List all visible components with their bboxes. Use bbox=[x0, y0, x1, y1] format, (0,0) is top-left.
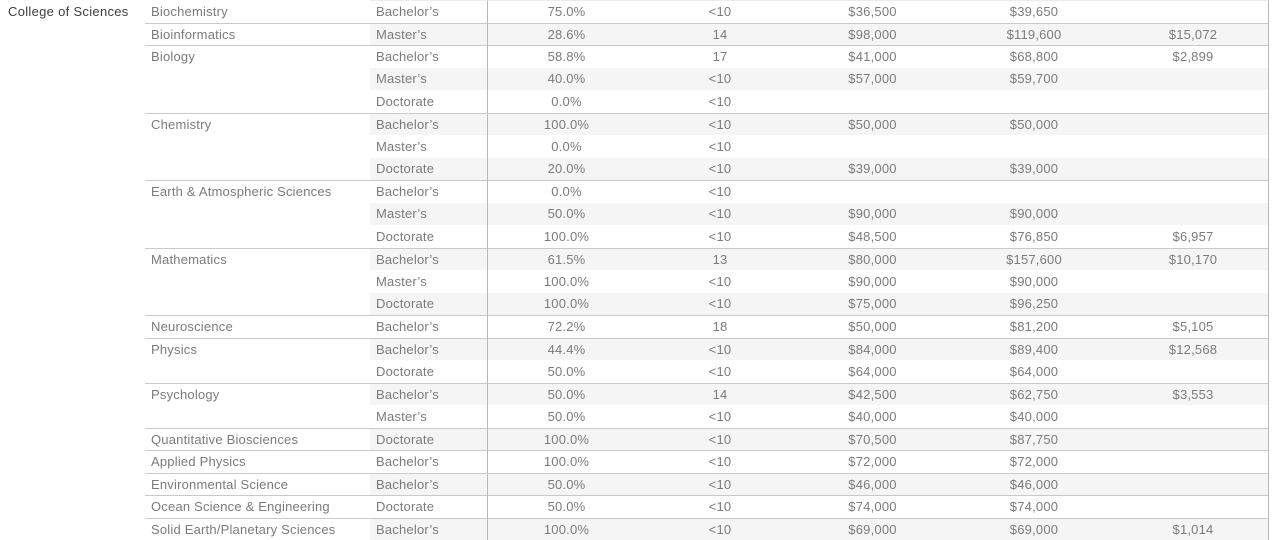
percent-cell[interactable]: 44.4% bbox=[488, 338, 645, 361]
percent-cell[interactable]: 50.0% bbox=[488, 473, 645, 496]
amount-b-cell[interactable]: $87,750 bbox=[950, 428, 1118, 451]
degree-cell[interactable]: Bachelor’s bbox=[370, 315, 488, 338]
degree-cell[interactable]: Doctorate bbox=[370, 360, 488, 383]
amount-b-cell[interactable]: $62,750 bbox=[950, 383, 1118, 406]
college-cell bbox=[0, 68, 145, 91]
amount-b-cell[interactable]: $40,000 bbox=[1009, 408, 1059, 424]
degree-cell[interactable]: Master’s bbox=[370, 203, 488, 226]
count-cell[interactable]: <10 bbox=[645, 428, 795, 451]
degree-cell[interactable]: Bachelor’s bbox=[370, 518, 488, 540]
table-row bbox=[0, 315, 1269, 338]
table-row bbox=[0, 338, 1269, 361]
amount-a-cell[interactable]: $48,500 bbox=[848, 228, 897, 244]
college-cell bbox=[0, 113, 145, 136]
degree-cell[interactable]: Doctorate bbox=[370, 293, 488, 316]
department-cell[interactable]: Chemistry bbox=[145, 113, 370, 136]
degree-cell[interactable]: Bachelor’s bbox=[370, 0, 488, 23]
amount-c-cell bbox=[1118, 428, 1269, 451]
percent-cell[interactable]: 100.0% bbox=[488, 113, 645, 136]
count-cell[interactable]: <10 bbox=[645, 158, 795, 181]
amount-a-cell[interactable]: $69,000 bbox=[795, 518, 950, 540]
college-cell bbox=[0, 45, 145, 68]
percent-cell[interactable]: 28.6% bbox=[488, 23, 645, 46]
percent-cell[interactable]: 50.0% bbox=[488, 495, 645, 518]
amount-c-cell[interactable]: $10,170 bbox=[1118, 248, 1269, 271]
table-row bbox=[0, 360, 1269, 383]
department-cell[interactable]: Mathematics bbox=[145, 248, 370, 271]
department-cell[interactable]: Biology bbox=[145, 45, 370, 68]
table-row bbox=[0, 203, 1269, 226]
table-row bbox=[0, 450, 1269, 473]
amount-b-cell[interactable]: $72,000 bbox=[950, 450, 1118, 473]
amount-a-cell[interactable]: $74,000 bbox=[795, 495, 950, 518]
amount-c-cell bbox=[1118, 405, 1269, 428]
count-cell[interactable]: 18 bbox=[645, 315, 795, 338]
amount-c-cell bbox=[1118, 270, 1269, 293]
amount-b-cell[interactable]: $90,000 bbox=[950, 203, 1118, 226]
percent-cell[interactable]: 40.0% bbox=[488, 68, 645, 91]
amount-b-cell[interactable]: $119,600 bbox=[950, 23, 1118, 46]
college-cell bbox=[0, 495, 145, 518]
degree-cell[interactable]: Master’s bbox=[370, 23, 488, 46]
percent-cell[interactable]: 100.0% bbox=[488, 293, 645, 316]
table-row bbox=[0, 405, 1269, 428]
college-label[interactable]: College of Sciences bbox=[8, 3, 129, 19]
department-cell bbox=[145, 405, 370, 428]
percent-cell[interactable]: 50.0% bbox=[547, 363, 586, 379]
amount-b-cell[interactable]: $157,600 bbox=[950, 248, 1118, 271]
amount-c-cell bbox=[1118, 473, 1269, 496]
amount-a-cell[interactable]: $50,000 bbox=[795, 315, 950, 338]
amount-b-cell bbox=[950, 135, 1118, 158]
amount-b-cell bbox=[950, 90, 1118, 113]
degree-cell[interactable]: Doctorate bbox=[370, 225, 488, 248]
college-cell bbox=[0, 180, 145, 203]
count-cell[interactable]: <10 bbox=[708, 228, 732, 244]
amount-c-cell[interactable]: $3,553 bbox=[1118, 383, 1269, 406]
amount-b-cell[interactable]: $39,650 bbox=[950, 0, 1118, 23]
count-cell[interactable]: 14 bbox=[645, 383, 795, 406]
college-cell bbox=[0, 270, 145, 293]
department-cell bbox=[145, 225, 370, 248]
amount-c-cell bbox=[1118, 180, 1269, 203]
department-cell[interactable]: Physics bbox=[145, 338, 370, 361]
degree-cell[interactable]: Bachelor’s bbox=[370, 450, 488, 473]
amount-b-cell[interactable]: $96,250 bbox=[950, 293, 1118, 316]
college-cell bbox=[0, 428, 145, 451]
count-cell[interactable]: <10 bbox=[645, 473, 795, 496]
amount-a-cell[interactable]: $40,000 bbox=[848, 408, 897, 424]
amount-b-cell[interactable]: $64,000 bbox=[1009, 363, 1059, 379]
college-cell bbox=[0, 158, 145, 181]
count-cell[interactable]: <10 bbox=[645, 338, 795, 361]
amount-c-cell[interactable]: $12,568 bbox=[1118, 338, 1269, 361]
department-cell bbox=[145, 135, 370, 158]
table-row bbox=[0, 518, 1269, 540]
college-cell bbox=[0, 518, 145, 540]
amount-c-cell bbox=[1118, 113, 1269, 136]
department-cell bbox=[145, 158, 370, 181]
amount-a-cell[interactable]: $36,500 bbox=[795, 0, 950, 23]
amount-b-cell[interactable]: $81,200 bbox=[950, 315, 1118, 338]
percent-cell[interactable]: 100.0% bbox=[488, 518, 645, 540]
count-cell[interactable]: 13 bbox=[645, 248, 795, 271]
table-row bbox=[0, 90, 1269, 113]
amount-a-cell[interactable]: $84,000 bbox=[795, 338, 950, 361]
college-cell bbox=[0, 225, 145, 248]
table-row bbox=[0, 23, 1269, 46]
amount-b-cell[interactable]: $76,850 bbox=[1009, 228, 1059, 244]
department-cell[interactable]: Biochemistry bbox=[151, 3, 228, 19]
degree-cell[interactable]: Bachelor’s bbox=[370, 383, 488, 406]
percent-cell[interactable]: 50.0% bbox=[488, 383, 645, 406]
amount-c-cell bbox=[1118, 495, 1269, 518]
count-cell[interactable]: <10 bbox=[645, 180, 795, 203]
degree-cell[interactable]: Master’s bbox=[370, 405, 488, 428]
percent-cell[interactable]: 75.0% bbox=[488, 0, 645, 23]
amount-a-cell[interactable]: $90,000 bbox=[795, 203, 950, 226]
amount-b-cell[interactable]: $39,000 bbox=[950, 158, 1118, 181]
percent-cell[interactable]: 50.0% bbox=[547, 408, 586, 424]
count-cell[interactable]: <10 bbox=[708, 408, 732, 424]
amount-c-cell bbox=[1118, 360, 1269, 383]
table-row bbox=[0, 68, 1269, 91]
amount-b-cell[interactable]: $68,800 bbox=[950, 45, 1118, 68]
college-cell bbox=[0, 360, 145, 383]
college-cell bbox=[0, 23, 145, 46]
table-row bbox=[0, 383, 1269, 406]
table-row bbox=[0, 158, 1269, 181]
college-cell bbox=[0, 90, 145, 113]
amount-b-cell[interactable]: $69,000 bbox=[950, 518, 1118, 540]
department-cell[interactable]: Quantitative Biosciences bbox=[145, 428, 370, 451]
degree-cell[interactable]: Doctorate bbox=[370, 495, 488, 518]
table-row bbox=[0, 225, 1269, 248]
amount-a-cell[interactable]: $46,000 bbox=[795, 473, 950, 496]
degree-cell[interactable]: Bachelor’s bbox=[370, 473, 488, 496]
percent-cell[interactable]: 100.0% bbox=[488, 428, 645, 451]
amount-a-cell[interactable]: $90,000 bbox=[848, 273, 897, 289]
college-cell bbox=[0, 473, 145, 496]
percent-cell[interactable]: 20.0% bbox=[488, 158, 645, 181]
amount-c-cell[interactable]: $15,072 bbox=[1118, 23, 1269, 46]
amount-a-cell bbox=[795, 135, 950, 158]
college-cell bbox=[0, 338, 145, 361]
table-row bbox=[0, 45, 1269, 68]
degree-cell[interactable]: Master’s bbox=[370, 68, 488, 91]
department-cell bbox=[145, 203, 370, 226]
count-cell[interactable]: 17 bbox=[645, 45, 795, 68]
amount-a-cell[interactable]: $80,000 bbox=[795, 248, 950, 271]
amount-c-cell bbox=[1118, 450, 1269, 473]
amount-a-cell[interactable]: $70,500 bbox=[795, 428, 950, 451]
college-cell bbox=[0, 203, 145, 226]
amount-b-cell[interactable]: $89,400 bbox=[950, 338, 1118, 361]
table-row bbox=[0, 495, 1269, 518]
degree-cell[interactable]: Master’s bbox=[370, 135, 488, 158]
department-cell bbox=[145, 293, 370, 316]
amount-c-cell[interactable]: $1,014 bbox=[1118, 518, 1269, 540]
department-cell[interactable]: Earth & Atmospheric Sciences bbox=[145, 180, 370, 203]
college-cell bbox=[0, 248, 145, 271]
table-row bbox=[0, 0, 1269, 23]
percent-cell[interactable]: 100.0% bbox=[543, 273, 590, 289]
count-cell[interactable]: <10 bbox=[645, 68, 795, 91]
table-row bbox=[0, 113, 1269, 136]
percent-cell[interactable]: 0.0% bbox=[551, 138, 582, 154]
count-cell[interactable]: <10 bbox=[645, 113, 795, 136]
amount-a-cell[interactable]: $41,000 bbox=[795, 45, 950, 68]
amount-a-cell[interactable]: $42,500 bbox=[795, 383, 950, 406]
count-cell[interactable]: <10 bbox=[645, 293, 795, 316]
table-row bbox=[0, 473, 1269, 496]
college-cell bbox=[0, 450, 145, 473]
amount-b-cell bbox=[950, 180, 1118, 203]
amount-a-cell[interactable]: $98,000 bbox=[795, 23, 950, 46]
percent-cell[interactable]: 0.0% bbox=[551, 93, 582, 109]
table-row bbox=[0, 248, 1269, 271]
count-cell[interactable]: 14 bbox=[645, 23, 795, 46]
percent-cell[interactable]: 50.0% bbox=[488, 203, 645, 226]
college-cell bbox=[0, 383, 145, 406]
count-cell[interactable]: <10 bbox=[645, 450, 795, 473]
amount-c-cell[interactable]: $2,899 bbox=[1118, 45, 1269, 68]
count-cell[interactable]: <10 bbox=[645, 203, 795, 226]
amount-b-cell[interactable]: $90,000 bbox=[1009, 273, 1059, 289]
table-row bbox=[0, 270, 1269, 293]
department-cell bbox=[145, 270, 370, 293]
degree-cell[interactable]: Doctorate bbox=[370, 90, 488, 113]
college-cell bbox=[0, 315, 145, 338]
degree-cell[interactable]: Doctorate bbox=[370, 158, 488, 181]
amount-c-cell bbox=[1118, 135, 1269, 158]
table-row bbox=[0, 428, 1269, 451]
count-cell[interactable]: <10 bbox=[708, 138, 732, 154]
amount-a-cell bbox=[795, 180, 950, 203]
degree-cell[interactable]: Bachelor’s bbox=[370, 180, 488, 203]
department-cell bbox=[145, 90, 370, 113]
percent-cell[interactable]: 58.8% bbox=[488, 45, 645, 68]
degree-cell[interactable]: Bachelor’s bbox=[370, 113, 488, 136]
degree-cell[interactable]: Bachelor’s bbox=[370, 338, 488, 361]
department-cell[interactable]: Psychology bbox=[145, 383, 370, 406]
amount-b-cell[interactable]: $50,000 bbox=[950, 113, 1118, 136]
degree-cell[interactable]: Doctorate bbox=[370, 428, 488, 451]
amount-c-cell bbox=[1118, 158, 1269, 181]
degree-cell[interactable]: Bachelor’s bbox=[370, 248, 488, 271]
degree-cell[interactable]: Master’s bbox=[370, 270, 488, 293]
amount-a-cell[interactable]: $57,000 bbox=[795, 68, 950, 91]
college-cell bbox=[0, 293, 145, 316]
percent-cell[interactable]: 72.2% bbox=[488, 315, 645, 338]
amount-c-cell bbox=[1118, 203, 1269, 226]
amount-c-cell bbox=[1118, 90, 1269, 113]
amount-a-cell[interactable]: $72,000 bbox=[795, 450, 950, 473]
department-cell[interactable]: Solid Earth/Planetary Sciences bbox=[145, 518, 370, 540]
department-cell bbox=[145, 360, 370, 383]
table-row bbox=[0, 180, 1269, 203]
percent-cell[interactable]: 0.0% bbox=[488, 180, 645, 203]
degree-cell[interactable]: Bachelor’s bbox=[370, 45, 488, 68]
percent-cell[interactable]: 100.0% bbox=[488, 450, 645, 473]
table-row bbox=[0, 293, 1269, 316]
department-cell[interactable]: Bioinformatics bbox=[145, 23, 370, 46]
count-cell[interactable]: <10 bbox=[708, 93, 732, 109]
college-cell bbox=[0, 405, 145, 428]
amount-c-cell[interactable]: $5,105 bbox=[1118, 315, 1269, 338]
amount-b-cell[interactable]: $46,000 bbox=[950, 473, 1118, 496]
department-cell bbox=[145, 68, 370, 91]
college-cell bbox=[0, 135, 145, 158]
percent-cell[interactable]: 100.0% bbox=[543, 228, 590, 244]
amount-c-cell bbox=[1118, 293, 1269, 316]
department-cell[interactable]: Neuroscience bbox=[145, 315, 370, 338]
amount-c-cell bbox=[1118, 0, 1269, 23]
percent-cell[interactable]: 61.5% bbox=[488, 248, 645, 271]
count-cell[interactable]: <10 bbox=[708, 363, 732, 379]
count-cell[interactable]: <10 bbox=[645, 518, 795, 540]
count-cell[interactable]: <10 bbox=[645, 495, 795, 518]
amount-a-cell[interactable]: $39,000 bbox=[795, 158, 950, 181]
department-cell[interactable]: Environmental Science bbox=[145, 473, 370, 496]
table-row bbox=[0, 135, 1269, 158]
department-cell[interactable]: Ocean Science & Engineering bbox=[145, 495, 370, 518]
department-cell[interactable]: Applied Physics bbox=[145, 450, 370, 473]
amount-a-cell[interactable]: $50,000 bbox=[795, 113, 950, 136]
amount-c-cell[interactable]: $6,957 bbox=[1118, 225, 1269, 248]
count-cell[interactable]: <10 bbox=[708, 273, 732, 289]
count-cell[interactable]: <10 bbox=[645, 0, 795, 23]
amount-a-cell[interactable]: $75,000 bbox=[795, 293, 950, 316]
amount-b-cell[interactable]: $59,700 bbox=[950, 68, 1118, 91]
amount-a-cell[interactable]: $64,000 bbox=[848, 363, 897, 379]
amount-b-cell[interactable]: $74,000 bbox=[950, 495, 1118, 518]
amount-a-cell bbox=[795, 90, 950, 113]
amount-c-cell bbox=[1118, 68, 1269, 91]
